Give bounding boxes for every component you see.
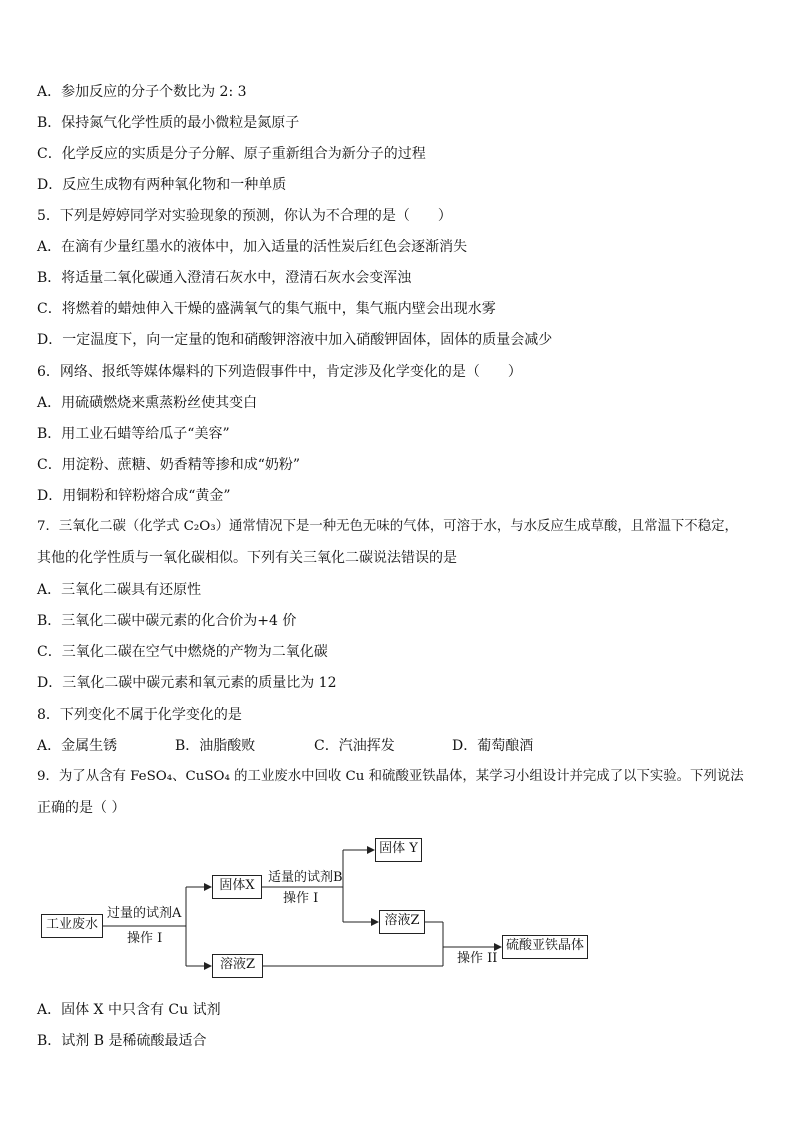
q7-stem-line-2: 其他的化学性质与一氧化碳相似。下列有关三氧化二碳说法错误的是 bbox=[37, 550, 457, 566]
q5-option-c: C．将燃着的蜡烛伸入干燥的盛满氧气的集气瓶中，集气瓶内壁会出现水雾 bbox=[37, 301, 496, 317]
solution-z-lower-label: 溶液Z bbox=[219, 957, 256, 972]
reagent-a-label: 过量的试剂A bbox=[107, 906, 182, 921]
q7-option-a: A．三氧化二碳具有还原性 bbox=[37, 582, 202, 598]
q4-option-d: D．反应生成物有两种氧化物和一种单质 bbox=[37, 177, 287, 193]
q7-option-c: C．三氧化二碳在空气中燃烧的产物为二氧化碳 bbox=[37, 644, 328, 660]
solution-z-lower-box bbox=[212, 954, 263, 978]
ferrous-sulfate-label: 硫酸亚铁晶体 bbox=[505, 938, 584, 953]
q7-option-d: D．三氧化二碳中碳元素和氧元素的质量比为 12 bbox=[37, 675, 337, 691]
solid-x-label: 固体X bbox=[219, 878, 255, 893]
q4-option-b: B．保持氮气化学性质的最小微粒是氮原子 bbox=[37, 115, 300, 131]
q5-stem: 5．下列是婷婷同学对实验现象的预测，你认为不合理的是（ ） bbox=[37, 208, 452, 224]
q8-option-c: C．汽油挥发 bbox=[314, 738, 395, 754]
waste-water-label: 工业废水 bbox=[45, 917, 98, 932]
q8-option-a: A．金属生锈 bbox=[37, 738, 118, 754]
solid-y-label: 固体 Y bbox=[379, 841, 418, 856]
solution-z-upper-label: 溶液Z bbox=[384, 913, 420, 928]
q9-stem-line-1: 9．为了从含有 FeSO₄、CuSO₄ 的工业废水中回收 Cu 和硫酸亚铁晶体，某学习小组设计并完成了以下实验。下列说法 bbox=[37, 769, 744, 784]
q9-stem-line-2: 正确的是（ ） bbox=[37, 800, 126, 816]
q4-option-a: A．参加反应的分子个数比为 2: 3 bbox=[37, 84, 247, 100]
q8-stem: 8．下列变化不属于化学变化的是 bbox=[37, 707, 242, 723]
q4-option-c: C．化学反应的实质是分子分解、原子重新组合为新分子的过程 bbox=[37, 146, 426, 162]
q5-option-b: B．将适量二氧化碳通入澄清石灰水中，澄清石灰水会变浑浊 bbox=[37, 270, 412, 286]
q5-option-d: D．一定温度下，向一定量的饱和硝酸钾溶液中加入硝酸钾固体，固体的质量会减少 bbox=[37, 332, 553, 348]
q7-stem-line-1: 7．三氧化二碳（化学式 C₂O₃）通常情况下是一种无色无味的气体，可溶于水，与水反应生成草酸，且常温下不稳定， bbox=[37, 519, 738, 534]
q7-option-b: B．三氧化二碳中碳元素的化合价为+4 价 bbox=[37, 613, 297, 629]
solid-y-box bbox=[375, 838, 422, 862]
q9-option-a: A．固体 X 中只含有 Cu 试剂 bbox=[37, 1002, 221, 1018]
solution-z-upper-box bbox=[379, 910, 425, 934]
waste-water-box bbox=[41, 914, 103, 938]
q6-option-b: B．用工业石蜡等给瓜子“美容” bbox=[37, 426, 230, 442]
q6-stem: 6．网络、报纸等媒体爆料的下列造假事件中，肯定涉及化学变化的是（ ） bbox=[37, 364, 522, 380]
ferrous-sulfate-box bbox=[502, 935, 588, 959]
reagent-b-label: 适量的试剂B bbox=[268, 870, 343, 885]
q9-option-b: B．试剂 B 是稀硫酸最适合 bbox=[37, 1033, 207, 1049]
q8-option-d: D．葡萄酿酒 bbox=[452, 738, 534, 754]
q5-option-a: A．在滴有少量红墨水的液体中，加入适量的活性炭后红色会逐渐消失 bbox=[37, 239, 468, 255]
solid-x-box bbox=[212, 875, 262, 899]
q6-option-a: A．用硫磺燃烧来熏蒸粉丝使其变白 bbox=[37, 395, 258, 411]
operation-2-label: 操作 II bbox=[457, 951, 498, 966]
q8-option-b: B．油脂酸败 bbox=[175, 738, 256, 754]
q6-option-c: C．用淀粉、蔗糖、奶香精等掺和成“奶粉” bbox=[37, 457, 301, 473]
operation-1-first-label: 操作 I bbox=[127, 931, 163, 946]
operation-1-second-label: 操作 I bbox=[283, 891, 319, 906]
q6-option-d: D．用铜粉和锌粉熔合成“黄金” bbox=[37, 488, 231, 504]
